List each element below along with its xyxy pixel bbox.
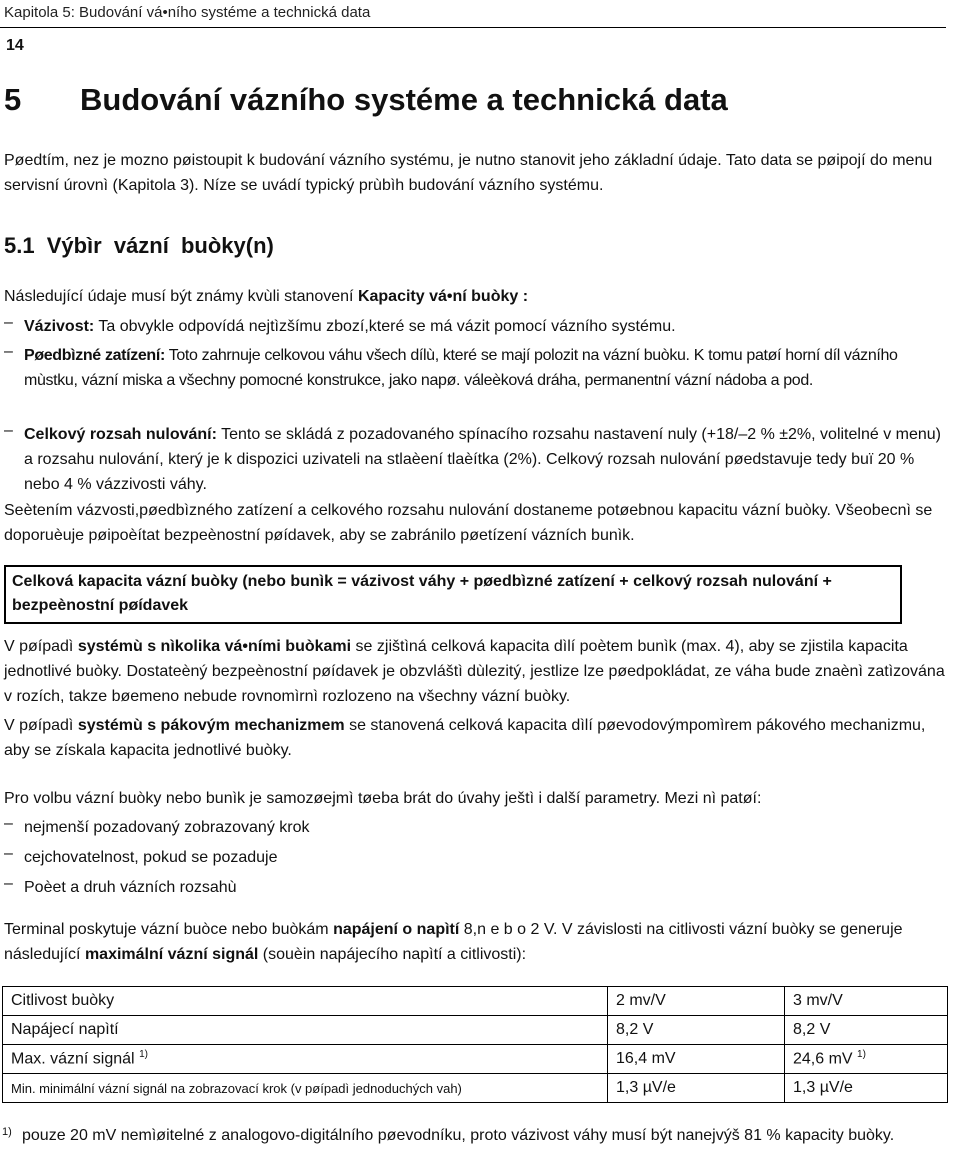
- terminal-p1: Terminal poskytuje vázní buòce nebo buòkám: [4, 921, 334, 938]
- lever-pre: V pøípadì: [4, 717, 78, 734]
- footnote-ref: 1): [857, 1049, 866, 1061]
- list-item-vazivost: [24, 314, 954, 339]
- summary-paragraph: Seètením vázvosti,pøedbìzného zatízení a celkového rozsahu nulování dostaneme potøebnou kapacitu vázní buòky. Všeobecnì se doporuèuje pøipoèítat bezpeènostní pøídavek, aby se zabránilo pøetízení vázních bunìk.: [4, 502, 933, 544]
- section-lead: [4, 284, 954, 309]
- table-row: [3, 1016, 948, 1045]
- multi-cell-paragraph: [4, 634, 954, 709]
- terminal-b2: maximální vázní signál: [84, 946, 259, 963]
- header-rule: [0, 27, 946, 28]
- table-cell-value: 1,3 µV/e: [608, 1074, 785, 1103]
- list-dash: –: [4, 314, 13, 331]
- table-cell-value: 16,4 mV: [608, 1045, 785, 1074]
- desc-predbezne: Toto zahrnuje celkovou váhu všech dílù, které se mají polozit na vázní buòku. K tomu patøí horní díl vázního mùstku, vázní miska a všechny pomocné konstrukce, jako napø. váleèková dráha, permanentní vázní nádoba a pod.: [24, 347, 898, 389]
- footnote-ref: 1): [139, 1049, 148, 1061]
- footnote-text: pouze 20 mV nemìøitelné z analogovo-digitálního pøevodníku, proto vázivost váhy musí být nanejvýš 81 % kapacity buòky.: [22, 1127, 895, 1144]
- desc-nulovani: Tento se skládá z pozadovaného spínacího rozsahu nastavení nuly (+18/–2 % ±2%, volitelné v menu) a rozsahu nulování, který je k dispozici uzivateli na stlaèení tlaèítka (2%). Celkový rozsah nulování pøedstavuje tedy buï 20 % nebo 4 % vázzivosti váhy.: [24, 426, 941, 493]
- table-cell-value: 1,3 µV/e: [785, 1074, 948, 1103]
- terminal-paragraph: [4, 917, 954, 967]
- terminal-p3: (souèin napájecího napìtí a citlivosti):: [258, 946, 527, 963]
- table-cell-value: 8,2 V: [785, 1016, 948, 1045]
- multi-pre: V pøípadì: [4, 638, 78, 655]
- param-item: cejchovatelnost, pokud se pozaduje: [24, 849, 278, 866]
- footnote-mark: 1): [2, 1126, 12, 1138]
- list-item-predbezne: [24, 343, 954, 393]
- table-cell-label: Napájecí napìtí: [3, 1016, 608, 1045]
- table-row: [3, 1074, 948, 1103]
- chapter-number: 5: [4, 82, 22, 117]
- section-lead-bold: Kapacity vá•ní buòky :: [357, 288, 529, 305]
- table-cell-label: Citlivost buòky: [3, 987, 608, 1016]
- multi-post: se zjištìná celková kapacita dìlí poètem bunìk (max. 4), aby se zjistila kapacita jednotlivé buòky. Dostateèný bezpeènostní pøídavek je obzvláštì dùlezitý, jestlize lze pøedpokládat, ze váha bude znaènì zatìzována v rozích, takze bøemeno nebude rovnomìrnì rozlozeno na všechny vázní buòky.: [4, 638, 945, 705]
- desc-vazivost: Ta obvykle odpovídá nejtìzšímu zbozí,které se má vázit pomocí vázního systému.: [94, 318, 676, 335]
- params-intro: Pro volbu vázní buòky nebo bunìk je samozøejmì tøeba brát do úvahy ještì i další parametry. Mezi nì patøí:: [4, 790, 762, 807]
- running-header: Kapitola 5: Budování vá•ního systéme a technická data: [4, 4, 371, 21]
- terminal-p2: 8,n e b o 2 V. V závislosti na citlivosti vázní buòky se generuje následující: [4, 921, 903, 963]
- list-dash: –: [4, 875, 13, 892]
- capacity-formula-box: Celková kapacita vázní buòky (nebo bunìk = vázivost váhy + pøedbìzné zatízení + celkový rozsah nulování + bezpeènostní pøídavek: [4, 565, 902, 624]
- terminal-b1: napájení o napìtí: [333, 921, 460, 938]
- table-cell-label: Min. minimální vázní signál na zobrazovací krok (v pøípadì jednoduchých vah): [3, 1074, 608, 1103]
- intro-paragraph: Pøedtím, nez je mozno pøistoupit k budování vázního systému, je nutno stanovit jeho základní údaje. Tato data se pøipojí do menu servisní úrovnì (Kapitola 3). Níze se uvádí typický prùbìh budování vázního systému.: [4, 152, 933, 194]
- table-cell-value: 2 mv/V: [608, 987, 785, 1016]
- param-item: nejmenší pozadovaný zobrazovaný krok: [24, 819, 310, 836]
- list-dash: –: [4, 815, 13, 832]
- page-number: 14: [6, 37, 24, 54]
- section-lead-text: Následující údaje musí být známy kvùli stanovení: [4, 288, 358, 305]
- lever-post: se stanovená celková kapacita dìlí pøevodovýmpomìrem pákového mechanizmu, aby se získala kapacita jednotlivé buòky.: [4, 717, 926, 759]
- table-row: [3, 987, 948, 1016]
- lever-paragraph: [4, 713, 954, 763]
- chapter-title: Budování vázního systéme a technická data: [80, 82, 728, 117]
- table-cell-value: 24,6 mV $^{1)}$: [785, 1045, 948, 1074]
- table-row: [3, 1045, 948, 1074]
- sensitivity-table: [2, 986, 948, 1103]
- table-cell-value: 8,2 V: [608, 1016, 785, 1045]
- chapter-heading: [4, 82, 728, 118]
- list-item-nulovani: [24, 422, 954, 497]
- table-cell-value: 3 mv/V: [785, 987, 948, 1016]
- section-heading: 5.1 Výbìr vázní buòky(n): [4, 233, 274, 258]
- term-vazivost: Vázivost:: [24, 318, 95, 335]
- param-item: Poèet a druh vázních rozsahù: [24, 879, 237, 896]
- term-predbezne: Pøedbìzné zatízení:: [24, 347, 165, 364]
- multi-bold: systémù s nìkolika vá•ními buòkami: [77, 638, 352, 655]
- term-nulovani: Celkový rozsah nulování:: [24, 426, 217, 443]
- lever-bold: systémù s pákovým mechanizmem: [77, 717, 345, 734]
- list-dash: –: [4, 343, 13, 360]
- list-dash: –: [4, 845, 13, 862]
- table-cell-label: Max. vázní signál $^{1)}$: [3, 1045, 608, 1074]
- list-dash: –: [4, 422, 13, 439]
